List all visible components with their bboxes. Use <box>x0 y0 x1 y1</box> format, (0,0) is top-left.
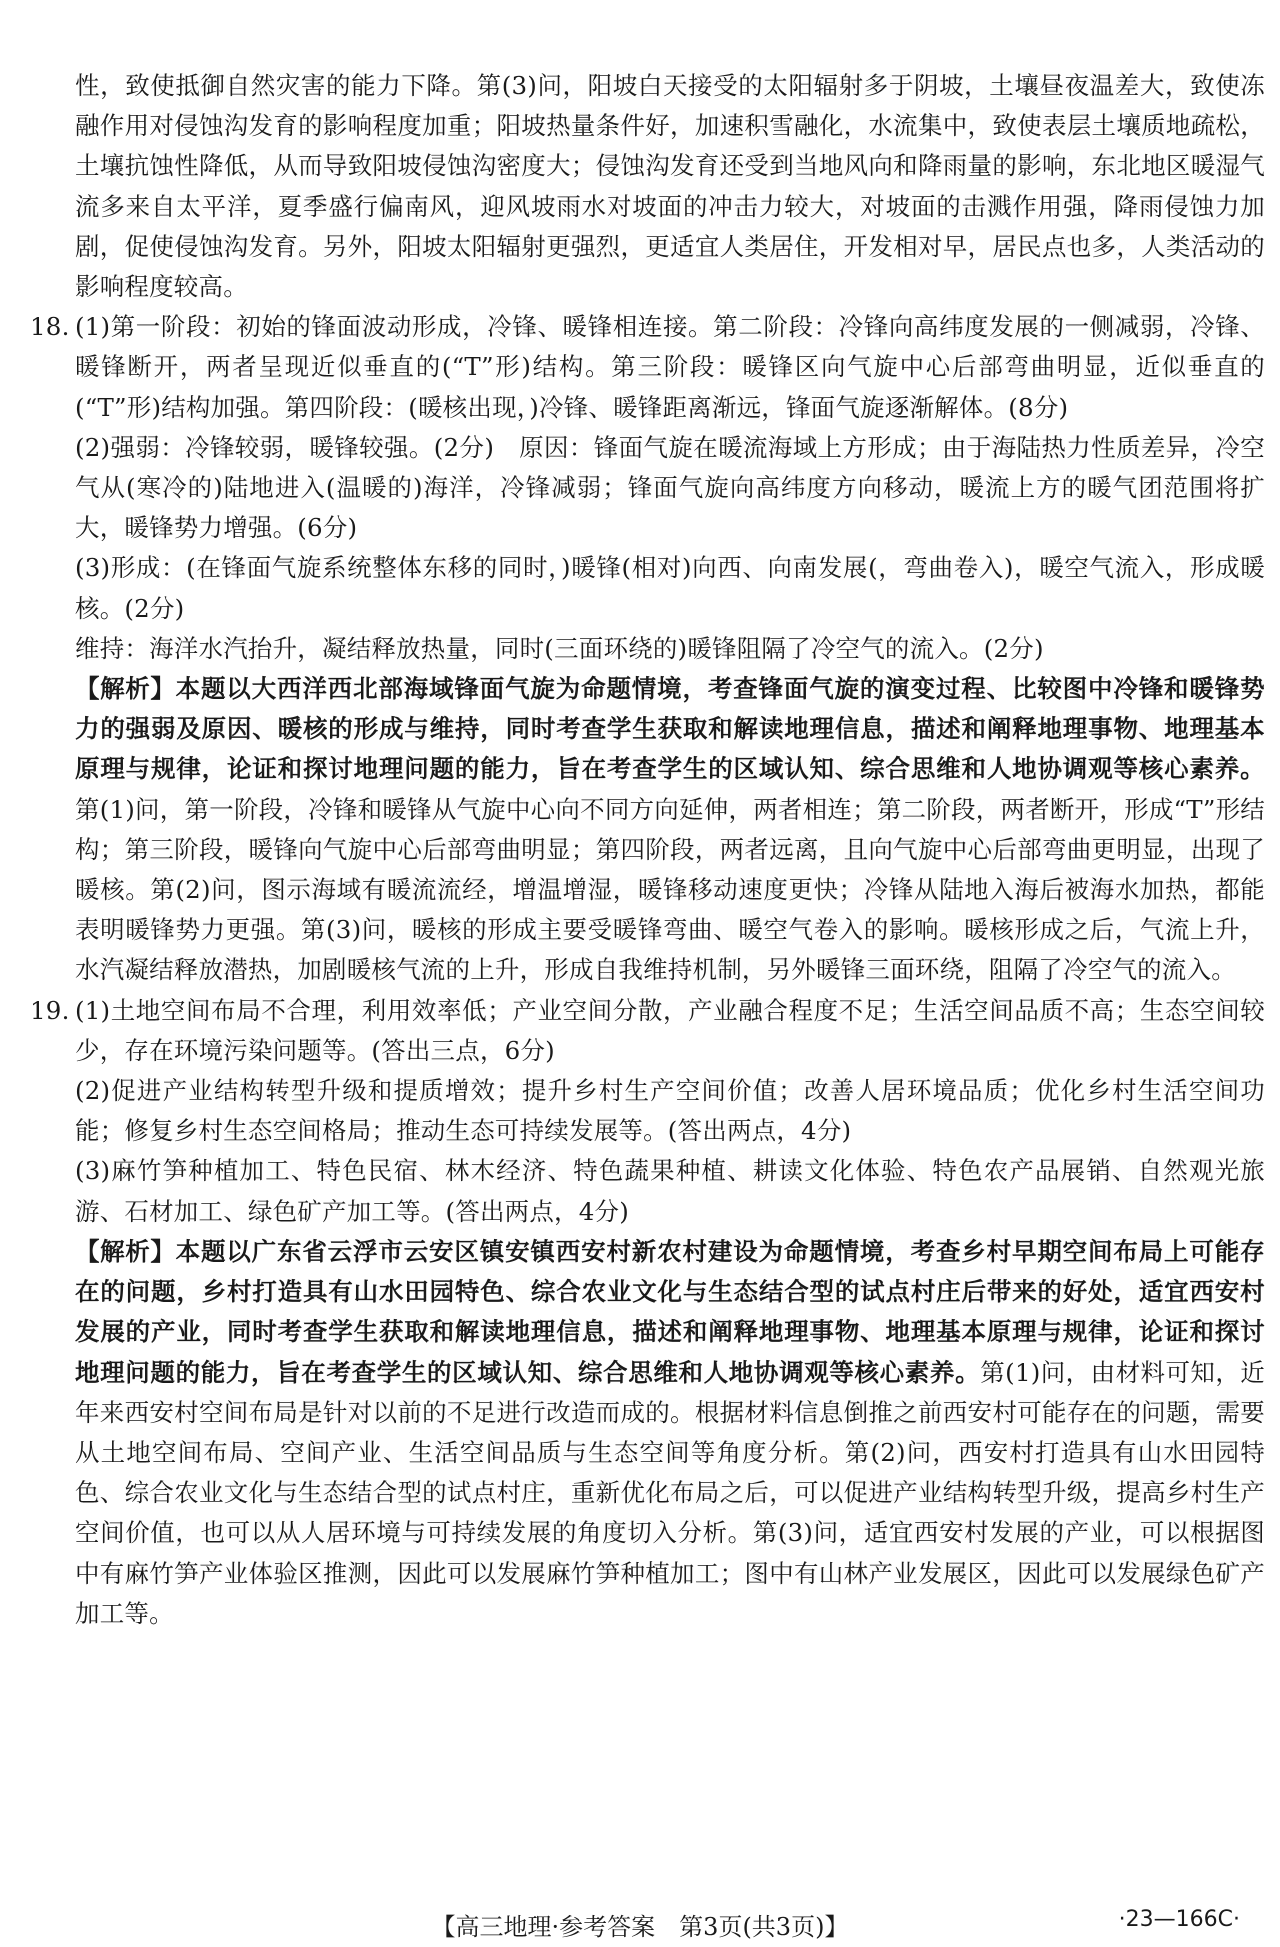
q19-analysis-label: 【解析】 <box>75 1236 176 1266</box>
page-footer <box>0 1907 1280 1943</box>
q18-part3-formation: (3)形成：(在锋面气旋系统整体东移的同时，)暖锋(相对)向西、向南发展(，弯曲卷入)，暖空气流入，形成暖核。(2分) <box>75 553 1265 623</box>
q19-analysis <box>75 1232 1265 1634</box>
page-content <box>30 66 1265 1634</box>
q18-analysis <box>75 669 1265 991</box>
q19-part3: (3)麻竹笋种植加工、特色民宿、林木经济、特色蔬果种植、耕读文化体验、特色农产品展销、自然观光旅游、石材加工、绿色矿产加工等。(答出两点，4分) <box>75 1156 1265 1226</box>
question-19 <box>30 991 1265 1232</box>
q19-analysis-detail: 第(1)问，由材料可知，近年来西安村空间布局是针对以前的不足进行改造而成的。根据材料信息倒推之前西安村可能存在的问题，需要从土地空间布局、空间产业、生活空间品质与生态空间等角度分析。第(2)问，西安村打造具有山水田园特色、综合农业文化与生态结合型的试点村庄，重新优化布局之后，可以促进产业结构转型升级，提高乡村生产空间价值，也可以从人居环境与可持续发展的角度切入分析。第(3)问，适宜西安村发展的产业，可以根据图中有麻竹笋产业体验区推测，因此可以发展麻竹笋种植加工；图中有山林产业发展区，因此可以发展绿色矿产加工等。 <box>75 1357 1265 1628</box>
question-18 <box>30 307 1265 669</box>
q18-analysis-summary: 本题以大西洋西北部海域锋面气旋为命题情境，考查锋面气旋的演变过程、比较图中冷锋和暖锋势力的强弱及原因、暖核的形成与维持，同时考查学生获取和解读地理信息，描述和阐释地理事物、地理基本原理与规律，论证和探讨地理问题的能力，旨在考查学生的区域认知、综合思维和人地协调观等核心素养。 <box>75 674 1265 784</box>
q18-part3-maintenance: 维持：海洋水汽抬升，凝结释放热量，同时(三面环绕的)暖锋阻隔了冷空气的流入。(2分) <box>75 633 1044 663</box>
question-18-number: 18. <box>30 312 70 342</box>
q18-part1: (1)第一阶段：初始的锋面波动形成，冷锋、暖锋相连接。第二阶段：冷锋向高纬度发展的一侧减弱，冷锋、暖锋断开，两者呈现近似垂直的(“T”形)结构。第三阶段：暖锋区向气旋中心后部弯曲明显，近似垂直的(“T”形)结构加强。第四阶段：(暖核出现，)冷锋、暖锋距离渐远，锋面气旋逐渐解体。(8分) <box>75 312 1265 422</box>
q18-part2: (2)强弱：冷锋较弱，暖锋较强。(2分) 原因：锋面气旋在暖流海域上方形成；由于海陆热力性质差异，冷空气从(寒冷的)陆地进入(温暖的)海洋，冷锋减弱；锋面气旋向高纬度方向移动，暖流上方的暖气团范围将扩大，暖锋势力增强。(6分) <box>75 432 1265 543</box>
q18-analysis-detail: 第(1)问，第一阶段，冷锋和暖锋从气旋中心向不同方向延伸，两者相连；第二阶段，两者断开，形成“T”形结构；第三阶段，暖锋向气旋中心后部弯曲明显；第四阶段，两者远离，且向气旋中心后部弯曲更明显，出现了暖核。第(2)问，图示海域有暖流流经，增温增湿，暖锋移动速度更快；冷锋从陆地入海后被海水加热，都能表明暖锋势力更强。第(3)问，暖核的形成主要受暖锋弯曲、暖空气卷入的影响。暖核形成之后，气流上升，水汽凝结释放潜热，加剧暖核气流的上升，形成自我维持机制，另外暖锋三面环绕，阻隔了冷空气的流入。 <box>75 794 1265 985</box>
question-19-number: 19. <box>30 995 70 1025</box>
q18-analysis-label: 【解析】 <box>75 674 176 704</box>
intro-paragraph: 性，致使抵御自然灾害的能力下降。第(3)问，阳坡白天接受的太阳辐射多于阴坡，土壤昼夜温差大，致使冻融作用对侵蚀沟发育的影响程度加重；阳坡热量条件好，加速积雪融化，水流集中，致使表层土壤质地疏松，土壤抗蚀性降低，从而导致阳坡侵蚀沟密度大；侵蚀沟发育还受到当地风向和降雨量的影响，东北地区暖湿气流多来自太平洋，夏季盛行偏南风，迎风坡雨水对坡面的冲击力较大，对坡面的击溅作用强，降雨侵蚀力加剧，促使侵蚀沟发育。另外，阳坡太阳辐射更强烈，更适宜人类居住，开发相对早，居民点也多，人类活动的影响程度较高。 <box>75 71 1265 302</box>
q19-part2: (2)促进产业结构转型升级和提质增效；提升乡村生产空间价值；改善人居环境品质；优化乡村生活空间功能；修复乡村生态空间格局；推动生态可持续发展等。(答出两点，4分) <box>75 1076 1265 1146</box>
footer-exam-code: ·23—166C· <box>1118 1907 1240 1932</box>
footer-page-info: 【高三地理·参考答案 第3页(共3页)】 <box>431 1913 849 1941</box>
q19-analysis-summary: 本题以广东省云浮市云安区镇安镇西安村新农村建设为命题情境，考查乡村早期空间布局上可能存在的问题，乡村打造具有山水田园特色、综合农业文化与生态结合型的试点村庄后带来的好处，适宜西安村发展的产业，同时考查学生获取和解读地理信息，描述和阐释地理事物、地理基本原理与规律，论证和探讨地理问题的能力，旨在考查学生的区域认知、综合思维和人地协调观等核心素养。 <box>75 1236 1265 1387</box>
q19-part1: (1)土地空间布局不合理，利用效率低；产业空间分散，产业融合程度不足；生活空间品质不高；生态空间较少，存在环境污染问题等。(答出三点，6分) <box>75 995 1265 1065</box>
